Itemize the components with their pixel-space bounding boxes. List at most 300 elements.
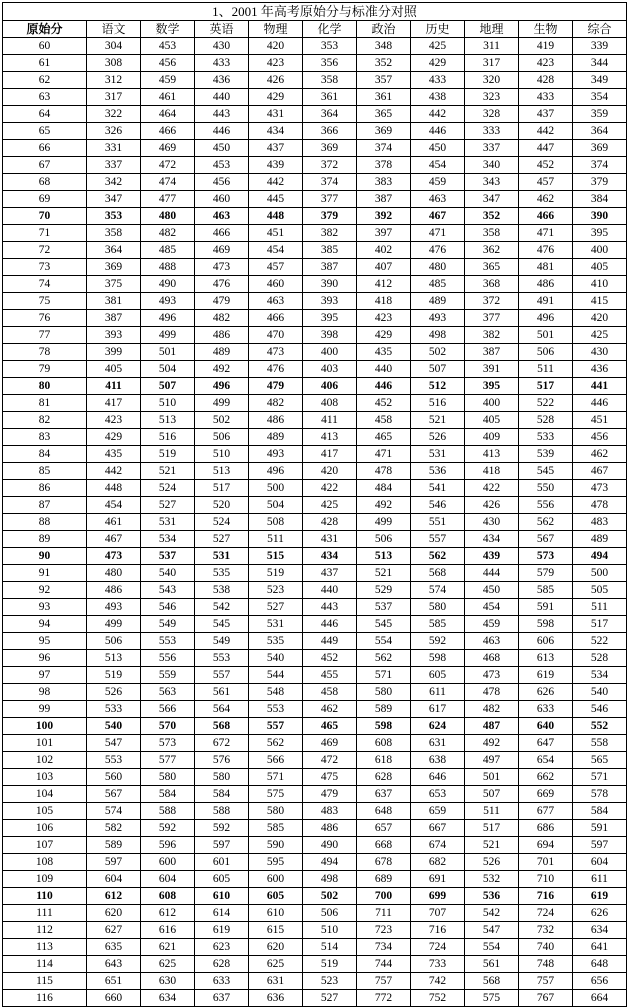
- standard-score-cell: 542: [465, 905, 519, 922]
- standard-score-cell: 492: [195, 361, 249, 378]
- standard-score-cell: 600: [249, 871, 303, 888]
- standard-score-cell: 506: [357, 531, 411, 548]
- standard-score-cell: 442: [411, 106, 465, 123]
- table-row: [3, 531, 627, 548]
- standard-score-cell: 545: [357, 616, 411, 633]
- standard-score-cell: 689: [357, 871, 411, 888]
- table-row: [3, 89, 627, 106]
- standard-score-cell: 433: [195, 55, 249, 72]
- standard-score-cell: 387: [465, 344, 519, 361]
- standard-score-cell: 372: [465, 293, 519, 310]
- standard-score-cell: 452: [519, 157, 573, 174]
- standard-score-cell: 365: [465, 259, 519, 276]
- standard-score-cell: 657: [357, 820, 411, 837]
- standard-score-cell: 454: [87, 497, 141, 514]
- standard-score-cell: 668: [357, 837, 411, 854]
- raw-score-cell: 68: [3, 174, 87, 191]
- standard-score-cell: 507: [411, 361, 465, 378]
- standard-score-cell: 716: [411, 922, 465, 939]
- standard-score-cell: 422: [465, 480, 519, 497]
- standard-score-cell: 478: [465, 684, 519, 701]
- table-row: [3, 361, 627, 378]
- standard-score-cell: 723: [357, 922, 411, 939]
- standard-score-cell: 489: [411, 293, 465, 310]
- standard-score-cell: 502: [303, 888, 357, 905]
- standard-score-cell: 500: [249, 480, 303, 497]
- standard-score-cell: 636: [249, 990, 303, 1007]
- standard-score-cell: 550: [519, 480, 573, 497]
- standard-score-cell: 588: [195, 803, 249, 820]
- standard-score-cell: 625: [249, 956, 303, 973]
- table-row: [3, 616, 627, 633]
- table-row: [3, 310, 627, 327]
- raw-score-cell: 106: [3, 820, 87, 837]
- standard-score-cell: 522: [573, 633, 627, 650]
- standard-score-cell: 536: [411, 463, 465, 480]
- standard-score-cell: 490: [141, 276, 195, 293]
- standard-score-cell: 659: [411, 803, 465, 820]
- standard-score-cell: 677: [519, 803, 573, 820]
- raw-score-cell: 74: [3, 276, 87, 293]
- standard-score-cell: 535: [249, 633, 303, 650]
- raw-score-cell: 85: [3, 463, 87, 480]
- standard-score-cell: 358: [303, 72, 357, 89]
- table-row: [3, 837, 627, 854]
- table-row: [3, 973, 627, 990]
- table-row: [3, 429, 627, 446]
- standard-score-cell: 428: [519, 72, 573, 89]
- table-row: [3, 684, 627, 701]
- standard-score-cell: 582: [87, 820, 141, 837]
- table-row: [3, 786, 627, 803]
- header-subject: 数学: [141, 21, 195, 38]
- table-row: [3, 225, 627, 242]
- header-raw-score: 原始分: [3, 21, 87, 38]
- standard-score-cell: 559: [141, 667, 195, 684]
- standard-score-cell: 571: [573, 769, 627, 786]
- standard-score-cell: 557: [249, 718, 303, 735]
- standard-score-cell: 507: [141, 378, 195, 395]
- standard-score-cell: 493: [249, 446, 303, 463]
- standard-score-cell: 623: [195, 939, 249, 956]
- standard-score-cell: 577: [141, 752, 195, 769]
- raw-score-cell: 111: [3, 905, 87, 922]
- table-row: [3, 106, 627, 123]
- standard-score-cell: 453: [141, 38, 195, 55]
- standard-score-cell: 430: [573, 344, 627, 361]
- standard-score-cell: 361: [357, 89, 411, 106]
- standard-score-cell: 428: [303, 514, 357, 531]
- table-row: [3, 480, 627, 497]
- standard-score-cell: 691: [411, 871, 465, 888]
- standard-score-cell: 648: [357, 803, 411, 820]
- raw-score-cell: 113: [3, 939, 87, 956]
- standard-score-cell: 551: [411, 514, 465, 531]
- standard-score-cell: 417: [87, 395, 141, 412]
- standard-score-cell: 378: [357, 157, 411, 174]
- table-row: [3, 395, 627, 412]
- table-row: [3, 548, 627, 565]
- standard-score-cell: 322: [87, 106, 141, 123]
- standard-score-cell: 626: [573, 905, 627, 922]
- raw-score-cell: 70: [3, 208, 87, 225]
- standard-score-cell: 448: [249, 208, 303, 225]
- standard-score-cell: 377: [303, 191, 357, 208]
- standard-score-cell: 498: [411, 327, 465, 344]
- standard-score-cell: 619: [573, 888, 627, 905]
- standard-score-cell: 413: [465, 446, 519, 463]
- standard-score-cell: 640: [519, 718, 573, 735]
- standard-score-cell: 317: [87, 89, 141, 106]
- standard-score-cell: 573: [519, 548, 573, 565]
- standard-score-cell: 588: [141, 803, 195, 820]
- standard-score-cell: 597: [573, 837, 627, 854]
- standard-score-cell: 610: [249, 905, 303, 922]
- standard-score-cell: 517: [519, 378, 573, 395]
- raw-score-cell: 93: [3, 599, 87, 616]
- standard-score-cell: 724: [411, 939, 465, 956]
- standard-score-cell: 540: [87, 718, 141, 735]
- raw-score-cell: 79: [3, 361, 87, 378]
- standard-score-cell: 450: [465, 582, 519, 599]
- standard-score-cell: 527: [249, 599, 303, 616]
- standard-score-cell: 533: [519, 429, 573, 446]
- standard-score-cell: 502: [411, 344, 465, 361]
- standard-score-cell: 455: [303, 667, 357, 684]
- standard-score-cell: 694: [519, 837, 573, 854]
- standard-score-cell: 641: [573, 939, 627, 956]
- standard-score-cell: 390: [303, 276, 357, 293]
- standard-score-cell: 611: [573, 871, 627, 888]
- standard-score-cell: 347: [465, 191, 519, 208]
- header-subject: 地理: [465, 21, 519, 38]
- standard-score-cell: 412: [357, 276, 411, 293]
- standard-score-cell: 592: [141, 820, 195, 837]
- standard-score-cell: 481: [519, 259, 573, 276]
- standard-score-cell: 476: [411, 242, 465, 259]
- table-row: [3, 769, 627, 786]
- standard-score-cell: 507: [465, 786, 519, 803]
- standard-score-cell: 496: [141, 310, 195, 327]
- table-row: [3, 803, 627, 820]
- raw-score-cell: 78: [3, 344, 87, 361]
- standard-score-cell: 439: [249, 157, 303, 174]
- standard-score-cell: 476: [195, 276, 249, 293]
- raw-score-cell: 103: [3, 769, 87, 786]
- standard-score-cell: 440: [303, 582, 357, 599]
- standard-score-cell: 469: [303, 735, 357, 752]
- standard-score-cell: 440: [195, 89, 249, 106]
- standard-score-cell: 466: [195, 225, 249, 242]
- standard-score-cell: 437: [249, 140, 303, 157]
- standard-score-cell: 397: [357, 225, 411, 242]
- standard-score-cell: 534: [141, 531, 195, 548]
- standard-score-cell: 441: [573, 378, 627, 395]
- standard-score-cell: 385: [303, 242, 357, 259]
- standard-score-cell: 549: [195, 633, 249, 650]
- standard-score-cell: 544: [249, 667, 303, 684]
- standard-score-cell: 474: [141, 174, 195, 191]
- standard-score-cell: 646: [411, 769, 465, 786]
- standard-score-cell: 612: [87, 888, 141, 905]
- standard-score-cell: 608: [357, 735, 411, 752]
- table-row: [3, 276, 627, 293]
- standard-score-cell: 320: [465, 72, 519, 89]
- standard-score-cell: 605: [249, 888, 303, 905]
- standard-score-cell: 413: [303, 429, 357, 446]
- standard-score-cell: 491: [519, 293, 573, 310]
- raw-score-cell: 116: [3, 990, 87, 1007]
- standard-score-cell: 558: [573, 735, 627, 752]
- standard-score-cell: 405: [465, 412, 519, 429]
- standard-score-cell: 486: [519, 276, 573, 293]
- standard-score-cell: 467: [87, 531, 141, 548]
- raw-score-cell: 63: [3, 89, 87, 106]
- standard-score-cell: 379: [303, 208, 357, 225]
- standard-score-cell: 466: [519, 208, 573, 225]
- standard-score-cell: 400: [303, 344, 357, 361]
- standard-score-cell: 516: [411, 395, 465, 412]
- header-subject: 综合: [573, 21, 627, 38]
- standard-score-cell: 375: [87, 276, 141, 293]
- raw-score-cell: 107: [3, 837, 87, 854]
- standard-score-cell: 468: [465, 650, 519, 667]
- standard-score-cell: 699: [411, 888, 465, 905]
- standard-score-cell: 435: [357, 344, 411, 361]
- standard-score-cell: 411: [303, 412, 357, 429]
- standard-score-cell: 637: [357, 786, 411, 803]
- standard-score-cell: 472: [303, 752, 357, 769]
- standard-score-cell: 460: [195, 191, 249, 208]
- standard-score-cell: 605: [195, 871, 249, 888]
- standard-score-cell: 651: [87, 973, 141, 990]
- raw-score-cell: 73: [3, 259, 87, 276]
- standard-score-cell: 635: [87, 939, 141, 956]
- standard-score-cell: 430: [465, 514, 519, 531]
- table-row: [3, 378, 627, 395]
- standard-score-cell: 459: [465, 616, 519, 633]
- standard-score-cell: 462: [303, 701, 357, 718]
- standard-score-cell: 625: [141, 956, 195, 973]
- standard-score-cell: 539: [519, 446, 573, 463]
- standard-score-cell: 456: [195, 174, 249, 191]
- standard-score-cell: 395: [465, 378, 519, 395]
- standard-score-cell: 513: [195, 463, 249, 480]
- raw-score-cell: 80: [3, 378, 87, 395]
- standard-score-cell: 337: [87, 157, 141, 174]
- standard-score-cell: 542: [195, 599, 249, 616]
- standard-score-cell: 438: [411, 89, 465, 106]
- standard-score-cell: 429: [87, 429, 141, 446]
- standard-score-cell: 562: [411, 548, 465, 565]
- standard-score-cell: 579: [519, 565, 573, 582]
- table-row: [3, 650, 627, 667]
- score-conversion-table: [2, 2, 627, 1007]
- standard-score-cell: 459: [141, 72, 195, 89]
- standard-score-cell: 442: [519, 123, 573, 140]
- standard-score-cell: 772: [357, 990, 411, 1007]
- table-row: [3, 327, 627, 344]
- standard-score-cell: 377: [465, 310, 519, 327]
- table-row: [3, 905, 627, 922]
- standard-score-cell: 506: [519, 344, 573, 361]
- standard-score-cell: 557: [195, 667, 249, 684]
- standard-score-cell: 480: [87, 565, 141, 582]
- standard-score-cell: 384: [573, 191, 627, 208]
- standard-score-cell: 426: [465, 497, 519, 514]
- standard-score-cell: 407: [357, 259, 411, 276]
- standard-score-cell: 519: [249, 565, 303, 582]
- standard-score-cell: 596: [141, 837, 195, 854]
- raw-score-cell: 91: [3, 565, 87, 582]
- standard-score-cell: 357: [357, 72, 411, 89]
- standard-score-cell: 585: [249, 820, 303, 837]
- standard-score-cell: 381: [87, 293, 141, 310]
- standard-score-cell: 523: [249, 582, 303, 599]
- standard-score-cell: 662: [519, 769, 573, 786]
- standard-score-cell: 473: [249, 344, 303, 361]
- standard-score-cell: 434: [303, 548, 357, 565]
- standard-score-cell: 458: [303, 684, 357, 701]
- standard-score-cell: 757: [519, 973, 573, 990]
- standard-score-cell: 556: [519, 497, 573, 514]
- standard-score-cell: 470: [249, 327, 303, 344]
- table-row: [3, 38, 627, 55]
- standard-score-cell: 585: [519, 582, 573, 599]
- table-title: 1、2001 年高考原始分与标准分对照: [3, 3, 627, 21]
- header-subject: 化学: [303, 21, 357, 38]
- standard-score-cell: 701: [519, 854, 573, 871]
- standard-score-cell: 415: [573, 293, 627, 310]
- standard-score-cell: 536: [465, 888, 519, 905]
- table-row: [3, 752, 627, 769]
- standard-score-cell: 527: [141, 497, 195, 514]
- standard-score-cell: 634: [573, 922, 627, 939]
- header-subject: 生物: [519, 21, 573, 38]
- standard-score-cell: 527: [303, 990, 357, 1007]
- standard-score-cell: 630: [141, 973, 195, 990]
- standard-score-cell: 740: [519, 939, 573, 956]
- standard-score-cell: 475: [303, 769, 357, 786]
- standard-score-cell: 620: [87, 905, 141, 922]
- standard-score-cell: 510: [195, 446, 249, 463]
- standard-score-cell: 545: [195, 616, 249, 633]
- standard-score-cell: 606: [519, 633, 573, 650]
- standard-score-cell: 372: [303, 157, 357, 174]
- standard-score-cell: 446: [303, 616, 357, 633]
- standard-score-cell: 592: [195, 820, 249, 837]
- raw-score-cell: 95: [3, 633, 87, 650]
- standard-score-cell: 523: [303, 973, 357, 990]
- standard-score-cell: 605: [411, 667, 465, 684]
- standard-score-cell: 611: [411, 684, 465, 701]
- standard-score-cell: 496: [519, 310, 573, 327]
- standard-score-cell: 584: [195, 786, 249, 803]
- standard-score-cell: 597: [87, 854, 141, 871]
- raw-score-cell: 67: [3, 157, 87, 174]
- standard-score-cell: 545: [519, 463, 573, 480]
- standard-score-cell: 317: [465, 55, 519, 72]
- standard-score-cell: 543: [141, 582, 195, 599]
- raw-score-cell: 89: [3, 531, 87, 548]
- table-body: [3, 38, 627, 1007]
- standard-score-cell: 505: [573, 582, 627, 599]
- standard-score-cell: 647: [519, 735, 573, 752]
- table-row: [3, 565, 627, 582]
- standard-score-cell: 707: [411, 905, 465, 922]
- standard-score-cell: 452: [357, 395, 411, 412]
- standard-score-cell: 353: [87, 208, 141, 225]
- standard-score-cell: 457: [519, 174, 573, 191]
- standard-score-cell: 580: [141, 769, 195, 786]
- standard-score-cell: 361: [303, 89, 357, 106]
- standard-score-cell: 312: [87, 72, 141, 89]
- standard-score-cell: 592: [411, 633, 465, 650]
- standard-score-cell: 564: [195, 701, 249, 718]
- standard-score-cell: 575: [465, 990, 519, 1007]
- standard-score-cell: 562: [249, 735, 303, 752]
- standard-score-cell: 494: [573, 548, 627, 565]
- standard-score-cell: 464: [141, 106, 195, 123]
- table-row: [3, 293, 627, 310]
- standard-score-cell: 634: [141, 990, 195, 1007]
- standard-score-cell: 504: [249, 497, 303, 514]
- standard-score-cell: 399: [87, 344, 141, 361]
- standard-score-cell: 497: [465, 752, 519, 769]
- raw-score-cell: 86: [3, 480, 87, 497]
- standard-score-cell: 521: [141, 463, 195, 480]
- header-subject: 物理: [249, 21, 303, 38]
- standard-score-cell: 437: [303, 565, 357, 582]
- standard-score-cell: 633: [195, 973, 249, 990]
- table-row: [3, 701, 627, 718]
- standard-score-cell: 584: [141, 786, 195, 803]
- standard-score-cell: 508: [249, 514, 303, 531]
- standard-score-cell: 540: [573, 684, 627, 701]
- standard-score-cell: 444: [465, 565, 519, 582]
- table-row: [3, 174, 627, 191]
- standard-score-cell: 451: [249, 225, 303, 242]
- standard-score-cell: 479: [249, 378, 303, 395]
- standard-score-cell: 443: [303, 599, 357, 616]
- standard-score-cell: 469: [141, 140, 195, 157]
- standard-score-cell: 423: [357, 310, 411, 327]
- standard-score-cell: 547: [87, 735, 141, 752]
- standard-score-cell: 552: [573, 718, 627, 735]
- standard-score-cell: 486: [249, 412, 303, 429]
- standard-score-cell: 520: [195, 497, 249, 514]
- standard-score-cell: 387: [87, 310, 141, 327]
- standard-score-cell: 333: [465, 123, 519, 140]
- standard-score-cell: 561: [465, 956, 519, 973]
- standard-score-cell: 669: [519, 786, 573, 803]
- title-row: [3, 3, 627, 21]
- standard-score-cell: 493: [87, 599, 141, 616]
- standard-score-cell: 546: [411, 497, 465, 514]
- standard-score-cell: 369: [573, 140, 627, 157]
- standard-score-cell: 352: [465, 208, 519, 225]
- standard-score-cell: 546: [141, 599, 195, 616]
- standard-score-cell: 461: [141, 89, 195, 106]
- standard-score-cell: 643: [87, 956, 141, 973]
- standard-score-cell: 483: [303, 803, 357, 820]
- standard-score-cell: 502: [195, 412, 249, 429]
- standard-score-cell: 519: [303, 956, 357, 973]
- standard-score-cell: 567: [87, 786, 141, 803]
- standard-score-cell: 323: [465, 89, 519, 106]
- standard-score-cell: 608: [141, 888, 195, 905]
- standard-score-cell: 354: [573, 89, 627, 106]
